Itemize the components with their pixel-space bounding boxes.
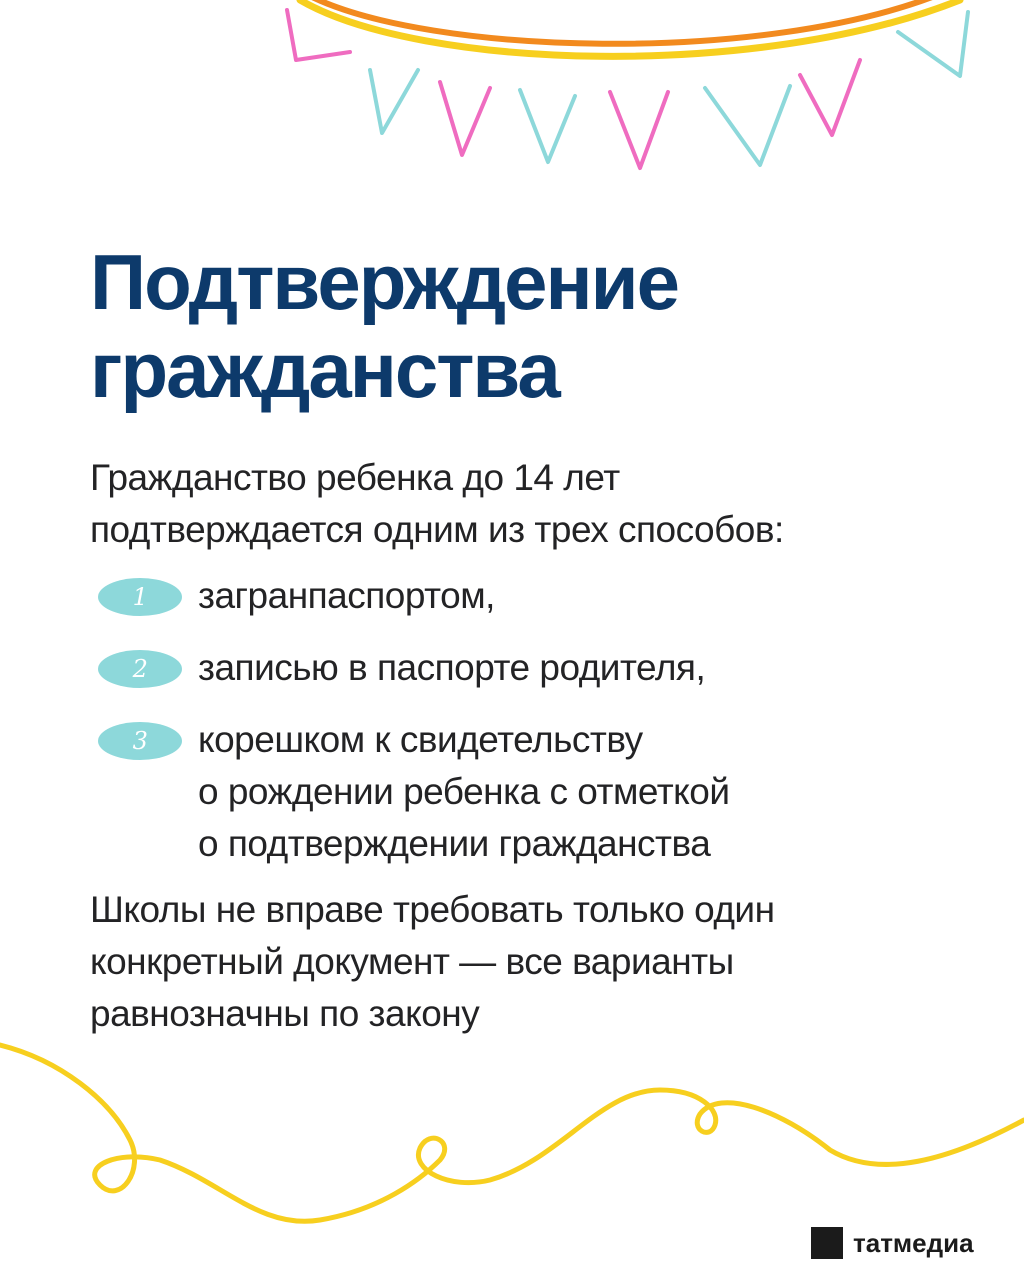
list-item-text: записью в паспорте родителя, <box>198 647 706 688</box>
number-badge: 3 <box>98 722 182 760</box>
title-line-1: Подтверждение <box>90 238 678 326</box>
list-item-text: корешком к свидетельству <box>198 719 643 760</box>
list-item-text: о рождении ребенка с отметкой <box>198 771 730 812</box>
page-title <box>90 238 678 414</box>
note-text-rest: — все варианты <box>449 941 734 982</box>
list-item <box>98 570 730 622</box>
list-item <box>98 714 730 870</box>
garland-decoration <box>0 0 1024 200</box>
brand-square-icon <box>811 1227 843 1259</box>
brand-name: татмедиа <box>853 1227 974 1258</box>
methods-list <box>98 570 730 870</box>
squiggle-decoration <box>0 1030 1024 1230</box>
list-item <box>98 642 730 694</box>
intro-line-1: Гражданство ребенка до 14 лет <box>90 457 620 498</box>
note-text <box>90 884 970 1040</box>
note-text-line-3: равнозначны по закону <box>90 993 480 1034</box>
brand-logo <box>811 1227 974 1259</box>
highlighted-text: Школы не вправе требовать только один <box>90 889 775 930</box>
list-item-text: загранпаспортом, <box>198 575 495 616</box>
title-line-2: гражданства <box>90 326 559 414</box>
number-badge: 1 <box>98 578 182 616</box>
intro-text <box>90 452 970 556</box>
intro-line-2: подтверждается одним из трех способов: <box>90 509 784 550</box>
list-item-text: о подтверждении гражданства <box>198 823 711 864</box>
number-badge: 2 <box>98 650 182 688</box>
highlighted-text: конкретный документ <box>90 941 450 982</box>
